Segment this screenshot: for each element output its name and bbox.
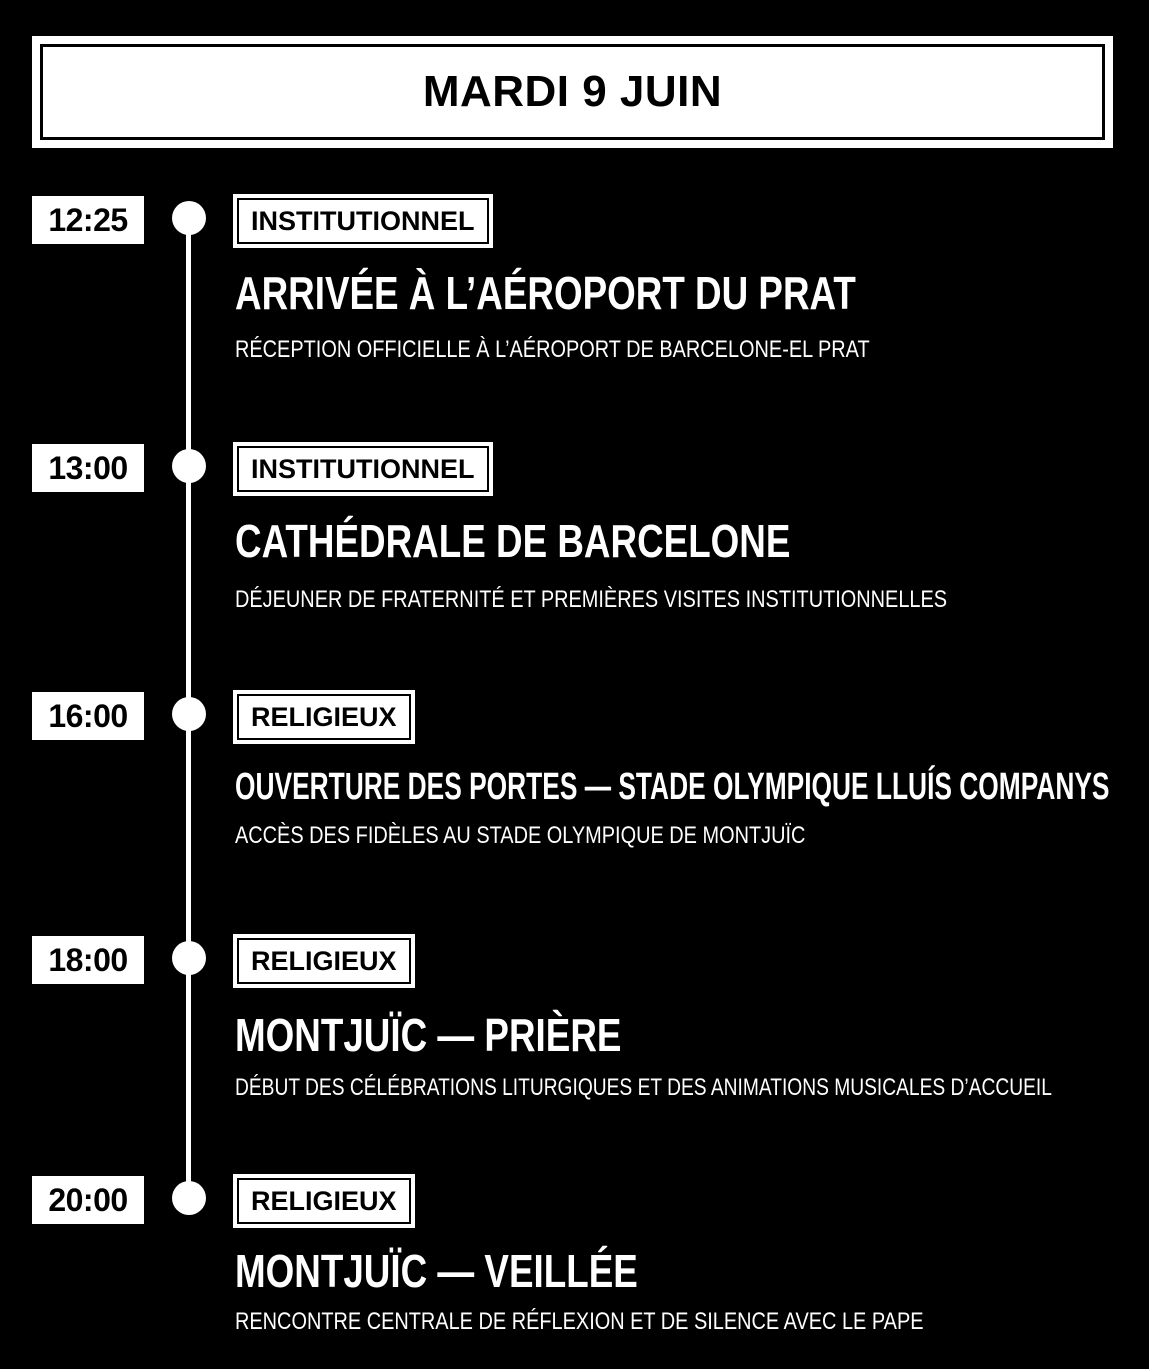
date-header xyxy=(32,36,1113,148)
event-title: OUVERTURE DES PORTES — STADE OLYMPIQUE LLUÍS COMPANYS xyxy=(235,766,1110,808)
timeline-event xyxy=(0,692,1149,862)
event-time: 20:00 xyxy=(32,1176,144,1224)
event-time: 13:00 xyxy=(32,444,144,492)
event-category-badge xyxy=(233,934,415,988)
date-title: MARDI 9 JUIN xyxy=(422,67,723,116)
event-time: 18:00 xyxy=(32,936,144,984)
event-description: ACCÈS DES FIDÈLES AU STADE OLYMPIQUE DE MONTJUÏC xyxy=(235,822,806,849)
event-category: INSTITUTIONNEL xyxy=(237,446,489,492)
event-title: ARRIVÉE À L’AÉROPORT DU PRAT xyxy=(235,267,856,319)
timeline-event xyxy=(0,1176,1149,1346)
event-title: MONTJUÏC — PRIÈRE xyxy=(235,1009,622,1061)
timeline-event xyxy=(0,936,1149,1106)
timeline-dot-icon xyxy=(172,697,206,731)
timeline-dot-icon xyxy=(172,449,206,483)
event-category: INSTITUTIONNEL xyxy=(237,198,489,244)
timeline-dot-icon xyxy=(172,1181,206,1215)
event-description: DÉBUT DES CÉLÉBRATIONS LITURGIQUES ET DES ANIMATIONS MUSICALES D’ACCUEIL xyxy=(235,1074,1052,1101)
event-category: RELIGIEUX xyxy=(237,1178,411,1224)
event-title: CATHÉDRALE DE BARCELONE xyxy=(235,515,791,567)
event-category: RELIGIEUX xyxy=(237,938,411,984)
event-category-badge xyxy=(233,442,493,496)
timeline-event xyxy=(0,196,1149,366)
event-category-badge xyxy=(233,690,415,744)
timeline-dot-icon xyxy=(172,941,206,975)
event-category-badge xyxy=(233,194,493,248)
event-category: RELIGIEUX xyxy=(237,694,411,740)
event-description: RENCONTRE CENTRALE DE RÉFLEXION ET DE SILENCE AVEC LE PAPE xyxy=(235,1308,924,1335)
event-description: RÉCEPTION OFFICIELLE À L’AÉROPORT DE BARCELONE-EL PRAT xyxy=(235,336,870,363)
event-time: 16:00 xyxy=(32,692,144,740)
event-title: MONTJUÏC — VEILLÉE xyxy=(235,1245,638,1297)
event-time: 12:25 xyxy=(32,196,144,244)
timeline-event xyxy=(0,444,1149,614)
event-description: DÉJEUNER DE FRATERNITÉ ET PREMIÈRES VISITES INSTITUTIONNELLES xyxy=(235,586,948,613)
timeline-dot-icon xyxy=(172,201,206,235)
event-category-badge xyxy=(233,1174,415,1228)
date-header-frame xyxy=(40,44,1105,140)
